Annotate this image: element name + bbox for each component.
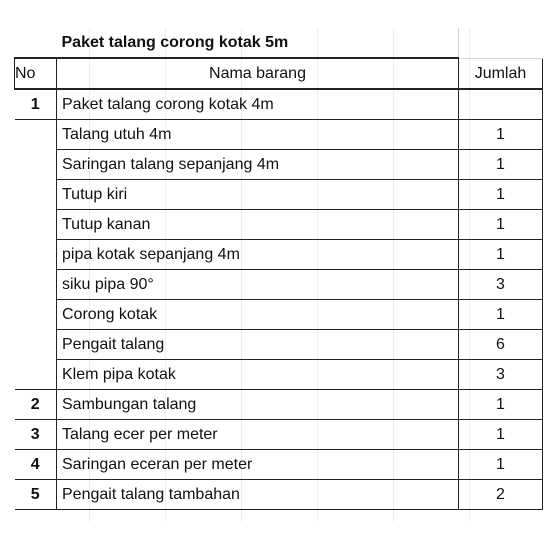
item-name: Talang ecer per meter (57, 420, 459, 450)
item-name: Pengait talang (57, 330, 459, 360)
item-table (14, 28, 543, 510)
table-row (15, 150, 543, 180)
item-name: siku pipa 90° (57, 270, 459, 300)
item-name: Tutup kiri (57, 180, 459, 210)
row-number (15, 270, 57, 300)
title-row (15, 28, 543, 58)
item-name: Paket talang corong kotak 4m (57, 89, 459, 120)
item-name: Pengait talang tambahan (57, 480, 459, 510)
item-name: Talang utuh 4m (57, 120, 459, 150)
table-row (15, 89, 543, 120)
row-number (15, 210, 57, 240)
item-name: pipa kotak sepanjang 4m (57, 240, 459, 270)
item-qty: 2 (459, 480, 543, 510)
title-row-qty-cell (459, 28, 543, 58)
row-number (15, 330, 57, 360)
table-title: Paket talang corong kotak 5m (57, 28, 459, 58)
item-name: Sambungan talang (57, 390, 459, 420)
item-name: Saringan eceran per meter (57, 450, 459, 480)
table-row (15, 390, 543, 420)
table-row (15, 450, 543, 480)
row-number (15, 360, 57, 390)
header-name: Nama barang (57, 58, 459, 89)
item-qty: 3 (459, 360, 543, 390)
table-row (15, 300, 543, 330)
table-row (15, 330, 543, 360)
item-qty: 1 (459, 450, 543, 480)
row-number: 4 (15, 450, 57, 480)
table-row (15, 180, 543, 210)
item-qty: 1 (459, 300, 543, 330)
item-qty: 1 (459, 390, 543, 420)
row-number: 3 (15, 420, 57, 450)
item-qty: 3 (459, 270, 543, 300)
table-row (15, 210, 543, 240)
row-number: 1 (15, 89, 57, 120)
item-qty: 6 (459, 330, 543, 360)
table-row (15, 270, 543, 300)
row-number (15, 150, 57, 180)
item-name: Corong kotak (57, 300, 459, 330)
item-name: Saringan talang sepanjang 4m (57, 150, 459, 180)
table-row (15, 120, 543, 150)
item-qty: 1 (459, 210, 543, 240)
row-number (15, 120, 57, 150)
table-row (15, 420, 543, 450)
title-row-no-cell (15, 28, 57, 58)
header-no: No (15, 58, 57, 89)
item-name: Klem pipa kotak (57, 360, 459, 390)
item-qty: 1 (459, 240, 543, 270)
item-qty: 1 (459, 150, 543, 180)
header-qty: Jumlah (459, 58, 543, 89)
item-qty: 1 (459, 180, 543, 210)
row-number (15, 300, 57, 330)
table-row (15, 240, 543, 270)
row-number: 5 (15, 480, 57, 510)
item-name: Tutup kanan (57, 210, 459, 240)
row-number: 2 (15, 390, 57, 420)
header-row (15, 58, 543, 89)
table-row (15, 360, 543, 390)
table-row (15, 480, 543, 510)
row-number (15, 180, 57, 210)
item-qty (459, 89, 543, 120)
item-qty: 1 (459, 420, 543, 450)
item-qty: 1 (459, 120, 543, 150)
row-number (15, 240, 57, 270)
